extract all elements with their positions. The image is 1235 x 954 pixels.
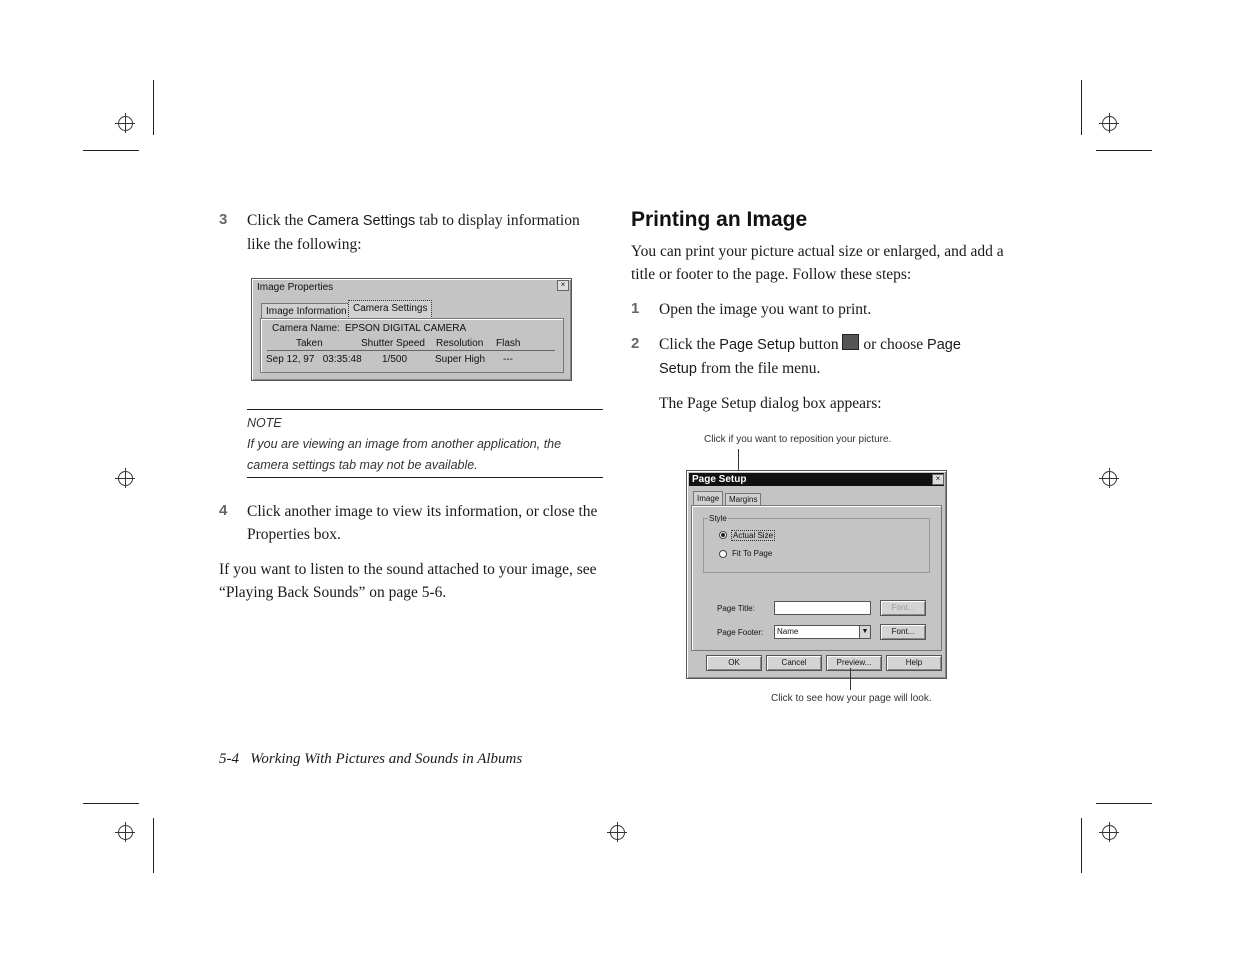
callout-leader [850,668,851,690]
image-properties-dialog [251,278,572,381]
close-icon[interactable]: × [932,474,944,485]
chevron-down-icon[interactable]: ▼ [859,626,870,638]
intro-paragraph: You can print your picture actual size or enlarged, and add a title or footer to the page. Follow these steps: [631,243,1004,283]
page-footer-label: Page Footer: [717,628,764,637]
column-header: Shutter Speed [361,338,425,349]
crop-mark [83,803,139,804]
note-block [247,413,561,476]
step-number: 1 [631,300,640,317]
tab-image-information[interactable]: Image Information [261,303,352,319]
registration-mark-icon [115,468,135,488]
step-number: 3 [219,211,228,228]
page-footer-select[interactable]: Name ▼ [774,625,871,639]
camera-settings-panel [260,318,564,373]
column-header: Resolution [436,338,484,349]
crop-mark [153,80,154,135]
step-number: 4 [219,502,228,519]
callout-top: Click if you want to reposition your picture. [704,434,892,445]
fit-to-page-label[interactable]: Fit To Page [732,549,773,558]
section-heading: Printing an Image [631,208,808,231]
note-label: NOTE [247,416,282,430]
actual-size-label[interactable]: Actual Size [733,531,774,540]
column-header: Taken [296,338,323,349]
camera-name-value: EPSON DIGITAL CAMERA [345,323,467,334]
note-line: camera settings tab may not be available. [247,458,478,472]
note-bottom-rule [247,477,603,478]
registration-mark-icon [115,113,135,133]
dialog-title: Image Properties [257,282,334,293]
page-footer [219,748,522,771]
table-cell: 1/500 [382,354,408,365]
page-title-input[interactable] [774,601,871,615]
preview-button[interactable]: Preview... [826,655,882,671]
note-top-rule [247,409,603,410]
crop-mark [153,818,154,873]
page-setup-dialog [686,470,947,679]
tab-image[interactable]: Image [693,491,723,506]
step-3-text: Click the Camera Settings tab to display information like the following: [247,212,580,253]
page-number: 5-4 [219,751,239,767]
cancel-button[interactable]: Cancel [766,655,822,671]
header-divider [267,350,555,351]
help-button[interactable]: Help [886,655,942,671]
page-setup-button-icon [842,334,859,350]
column-header: Flash [496,338,521,349]
dialog-appears-text: The Page Setup dialog box appears: [659,395,882,412]
table-cell: Sep 12, 97 03:35:48 [266,354,362,365]
registration-mark-icon [1099,113,1119,133]
fit-to-page-radio[interactable] [719,550,727,558]
crop-mark [1081,818,1082,873]
registration-mark-icon [607,822,627,842]
table-cell: Super High [435,354,486,365]
registration-mark-icon [115,822,135,842]
crop-mark [1096,803,1152,804]
crop-mark [1096,150,1152,151]
image-tab-panel [691,505,942,651]
footer-font-button[interactable]: Font... [880,624,926,640]
step-number: 2 [631,335,640,352]
style-group-label: Style [709,514,727,523]
step-2-text: Click the Page Setup button or choose Page Setup from the file menu. [659,336,961,377]
camera-name-label: Camera Name: [272,323,340,334]
title-font-button[interactable]: Font... [880,600,926,616]
tab-margins[interactable]: Margins [725,493,761,506]
step-4-text: Click another image to view its information, or close the Properties box. [247,503,598,543]
sound-paragraph: If you want to listen to the sound attached to your image, see “Playing Back Sounds” on page 5-6. [219,561,597,601]
ok-button[interactable]: OK [706,655,762,671]
note-line: If you are viewing an image from another application, the [247,437,562,451]
chapter-title: Working With Pictures and Sounds in Albums [250,751,523,767]
close-icon[interactable]: × [557,280,569,291]
actual-size-radio[interactable] [719,531,727,539]
callout-bottom: Click to see how your page will look. [771,693,932,704]
registration-mark-icon [1099,822,1119,842]
dialog-title: Page Setup [689,473,944,486]
registration-mark-icon [1099,468,1119,488]
step-1-text: Open the image you want to print. [659,301,872,318]
style-group [703,518,930,573]
crop-mark [83,150,139,151]
tab-camera-settings[interactable]: Camera Settings [348,300,432,319]
page-title-label: Page Title: [717,604,755,613]
crop-mark [1081,80,1082,135]
table-cell: --- [503,354,513,365]
